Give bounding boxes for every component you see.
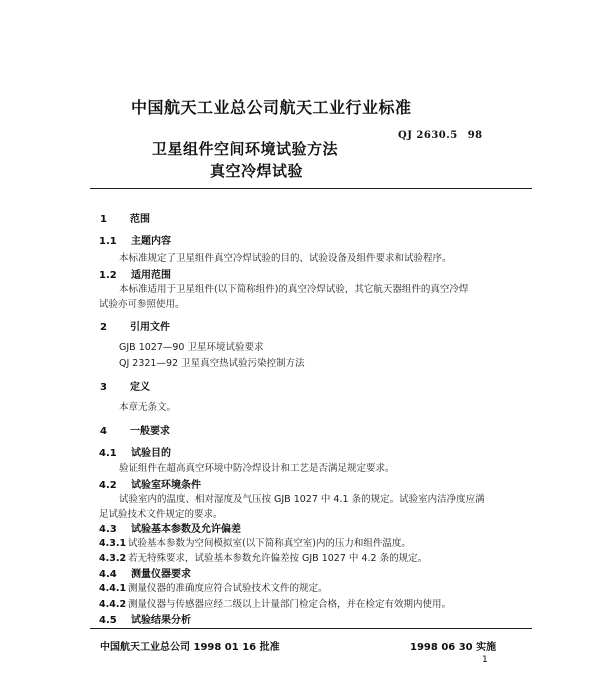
- document-number: QJ 2630.5: [398, 130, 458, 141]
- section-4-2-text-line2: 足试验技术文件规定的要求。: [99, 509, 223, 520]
- section-4-4-heading: 4.4 测量仪器要求: [99, 569, 191, 580]
- section-4-2-text-line1: 试验室内的温度、相对湿度及气压按 GJB 1027 中 4.1 条的规定。试验室内洁净度应满: [119, 494, 485, 505]
- section-4-heading: 4 一般要求: [100, 426, 170, 437]
- section-1-2-heading: 1.2 适用范围: [99, 270, 171, 281]
- reference-item: GJB 1027—90 卫星环境试验要求: [119, 342, 264, 353]
- document-subtitle: 真空冷焊试验: [210, 162, 304, 180]
- section-4-5-heading: 4.5 试验结果分析: [99, 615, 191, 626]
- clause-4-3-1: 4.3.1 试验基本参数为空间模拟室(以下简称真空室)内的压力和组件温度。: [99, 538, 411, 549]
- reference-item: QJ 2321—92 卫星真空热试验污染控制方法: [119, 358, 305, 369]
- implementation-date: 1998 06 30 实施: [410, 642, 497, 653]
- clause-4-4-2: 4.4.2 测量仪器与传感器应经二级以上计量部门检定合格，并在检定有效期内使用。: [99, 599, 452, 610]
- org-standard-title: 中国航天工业总公司航天工业行业标准: [131, 98, 412, 117]
- page-number: 1: [482, 655, 488, 665]
- document-title: 卫星组件空间环境试验方法: [152, 140, 339, 158]
- section-1-heading: 1 范围: [100, 214, 150, 225]
- clause-4-3-2: 4.3.2 若无特殊要求，试验基本参数允许偏差按 GJB 1027 中 4.2 条的规定。: [99, 553, 428, 564]
- approval-date: 中国航天工业总公司 1998 01 16 批准: [100, 642, 280, 653]
- footer-divider: [90, 628, 532, 629]
- header-divider: [90, 188, 532, 189]
- section-4-1-text: 验证组件在超高真空环境中防冷焊设计和工艺是否满足规定要求。: [119, 463, 395, 474]
- section-2-heading: 2 引用文件: [100, 322, 170, 333]
- section-4-1-heading: 4.1 试验目的: [99, 448, 171, 459]
- section-1-2-text-line1: 本标准适用于卫星组件(以下简称组件)的真空冷焊试验，其它航天器组件的真空冷焊: [119, 284, 469, 295]
- section-3-text: 本章无条文。: [119, 402, 177, 413]
- document-code: [398, 130, 483, 141]
- section-1-2-text-line2: 试验亦可参照使用。: [99, 299, 185, 310]
- section-3-heading: 3 定义: [100, 382, 150, 393]
- section-1-1-heading: 1.1 主题内容: [99, 236, 171, 247]
- clause-4-4-1: 4.4.1 测量仪器的准确度应符合试验技术文件的规定。: [99, 583, 328, 594]
- section-4-2-heading: 4.2 试验室环境条件: [99, 480, 201, 491]
- section-1-1-text: 本标准规定了卫星组件真空冷焊试验的目的、试验设备及组件要求和试验程序。: [119, 253, 452, 264]
- document-year: 98: [467, 130, 483, 141]
- section-4-3-heading: 4.3 试验基本参数及允许偏差: [99, 524, 241, 535]
